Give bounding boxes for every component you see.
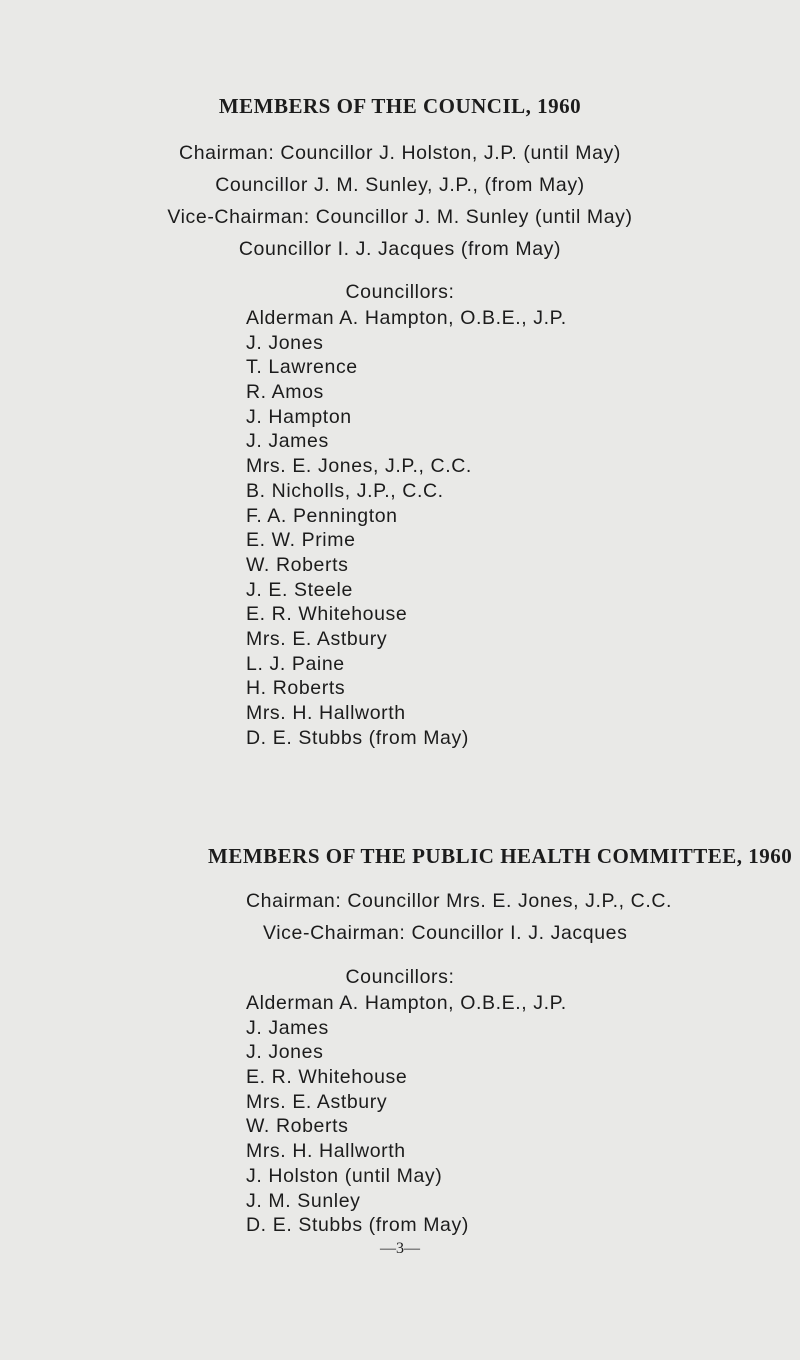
committee-councillors-heading: Councillors: bbox=[345, 966, 455, 988]
council-member: E. W. Prime bbox=[246, 529, 356, 552]
council-member: J. James bbox=[246, 430, 329, 453]
committee-member: J. M. Sunley bbox=[246, 1189, 361, 1212]
council-member: J. E. Steele bbox=[246, 578, 353, 601]
committee-member: J. James bbox=[246, 1016, 329, 1039]
council-vice-chairman-line-2: Councillor I. J. Jacques (from May) bbox=[238, 238, 562, 260]
council-member: D. E. Stubbs (from May) bbox=[246, 726, 469, 749]
council-member: J. Hampton bbox=[246, 405, 352, 428]
council-councillors-heading: Councillors: bbox=[345, 281, 455, 303]
council-member: E. R. Whitehouse bbox=[246, 603, 408, 626]
council-member: J. Jones bbox=[246, 331, 324, 354]
committee-member: Mrs. E. Astbury bbox=[246, 1090, 388, 1113]
council-member: Mrs. H. Hallworth bbox=[246, 702, 406, 724]
committee-member: Mrs. H. Hallworth bbox=[246, 1140, 406, 1163]
committee-members-list bbox=[246, 991, 567, 1238]
committee-member: D. E. Stubbs (from May) bbox=[246, 1214, 469, 1237]
committee-vice-chairman: Vice-Chairman: Councillor I. J. Jacques bbox=[263, 922, 628, 944]
council-member: L. J. Paine bbox=[246, 652, 345, 675]
committee-title: MEMBERS OF THE PUBLIC HEALTH COMMITTEE, 1960 bbox=[208, 844, 793, 868]
council-chairman-line-2: Councillor J. M. Sunley, J.P., (from May) bbox=[215, 174, 585, 196]
page-number: —3— bbox=[380, 1240, 420, 1257]
council-member: W. Roberts bbox=[246, 553, 349, 576]
council-member: B. Nicholls, J.P., C.C. bbox=[246, 479, 444, 502]
council-member: Mrs. E. Jones, J.P., C.C. bbox=[246, 455, 472, 478]
council-member: R. Amos bbox=[246, 381, 324, 404]
committee-member: Alderman A. Hampton, O.B.E., J.P. bbox=[246, 992, 567, 1014]
committee-member: E. R. Whitehouse bbox=[246, 1066, 408, 1089]
council-member: F. A. Pennington bbox=[246, 504, 398, 527]
council-member: Alderman A. Hampton, O.B.E., J.P. bbox=[246, 307, 567, 329]
council-member: T. Lawrence bbox=[246, 356, 358, 379]
council-members-list bbox=[246, 306, 567, 750]
council-title: MEMBERS OF THE COUNCIL, 1960 bbox=[218, 94, 582, 118]
council-vice-chairman-line-1: Vice-Chairman: Councillor J. M. Sunley (until May) bbox=[167, 206, 633, 228]
committee-member: W. Roberts bbox=[246, 1115, 349, 1138]
council-chairman-line-1: Chairman: Councillor J. Holston, J.P. (until May) bbox=[179, 142, 621, 164]
committee-chairman: Chairman: Councillor Mrs. E. Jones, J.P., C.C. bbox=[246, 890, 673, 912]
council-member: H. Roberts bbox=[246, 677, 346, 700]
committee-member: J. Holston (until May) bbox=[246, 1164, 443, 1187]
council-member: Mrs. E. Astbury bbox=[246, 627, 388, 650]
committee-member: J. Jones bbox=[246, 1041, 324, 1064]
